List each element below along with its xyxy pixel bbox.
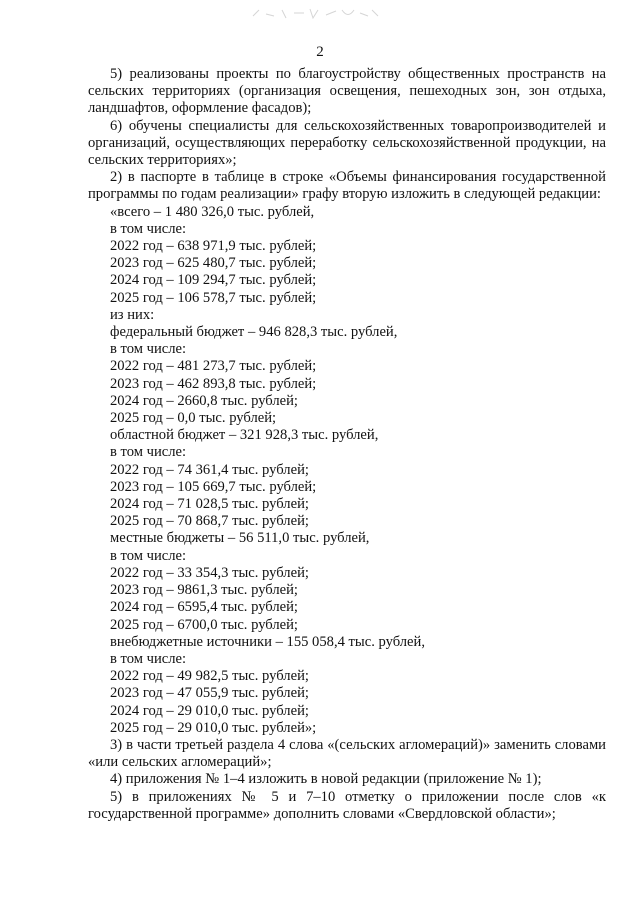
funding-line: 2022 год – 33 354,3 тыс. рублей; xyxy=(110,564,309,581)
paragraph-passport-amendment: 2) в паспорте в таблице в строке «Объемы финансирования государственной программы по годам реализации» графу вторую изложить в следующей редакции: xyxy=(88,169,606,203)
funding-line: областной бюджет – 321 928,3 тыс. рублей, xyxy=(110,427,379,444)
funding-line: 2023 год – 105 669,7 тыс. рублей; xyxy=(110,478,317,495)
funding-line: 2023 год – 9861,3 тыс. рублей; xyxy=(110,582,298,599)
funding-line: в том числе: xyxy=(110,547,187,564)
funding-line: «всего – 1 480 326,0 тыс. рублей, xyxy=(110,203,315,220)
funding-line: 2025 год – 29 010,0 тыс. рублей»; xyxy=(110,719,317,736)
funding-line: 2024 год – 29 010,0 тыс. рублей; xyxy=(110,702,309,719)
funding-line: 2025 год – 0,0 тыс. рублей; xyxy=(110,410,277,427)
funding-line: 2023 год – 47 055,9 тыс. рублей; xyxy=(110,685,309,702)
funding-line: 2024 год – 71 028,5 тыс. рублей; xyxy=(110,496,309,513)
funding-line: 2023 год – 625 480,7 тыс. рублей; xyxy=(110,255,317,272)
funding-line: в том числе: xyxy=(110,444,187,461)
stamp-mark xyxy=(248,4,388,22)
funding-line: 2024 год – 109 294,7 тыс. рублей; xyxy=(110,272,317,289)
funding-line: внебюджетные источники – 155 058,4 тыс. рублей, xyxy=(110,633,425,650)
funding-line: 2022 год – 49 982,5 тыс. рублей; xyxy=(110,668,309,685)
page-number: 2 xyxy=(316,44,324,60)
paragraph-item-4: 4) приложения № 1–4 изложить в новой редакции (приложение № 1); xyxy=(110,771,542,788)
funding-line: 2022 год – 481 273,7 тыс. рублей; xyxy=(110,358,317,375)
funding-list xyxy=(110,204,606,737)
funding-line: 2025 год – 70 868,7 тыс. рублей; xyxy=(110,513,309,530)
paragraph-item-6: 6) обучены специалисты для сельскохозяйственных товаропроизводителей и организаций, осуществляющих переработку сельскохозяйственной продукции, на сельских территориях»; xyxy=(88,117,606,169)
funding-line: 2024 год – 6595,4 тыс. рублей; xyxy=(110,599,298,616)
funding-line: 2023 год – 462 893,8 тыс. рублей; xyxy=(110,375,317,392)
funding-line: в том числе: xyxy=(110,220,187,237)
funding-line: 2022 год – 74 361,4 тыс. рублей; xyxy=(110,461,309,478)
document-body xyxy=(88,66,606,823)
paragraph-item-5-appendix: 5) в приложениях № 5 и 7–10 отметку о приложении после слов «к государственной программе» дополнить словами «Свердловской области»; xyxy=(88,788,606,822)
funding-line: 2025 год – 106 578,7 тыс. рублей; xyxy=(110,289,317,306)
funding-line: местные бюджеты – 56 511,0 тыс. рублей, xyxy=(110,530,370,547)
funding-line: в том числе: xyxy=(110,341,187,358)
funding-line: 2024 год – 2660,8 тыс. рублей; xyxy=(110,392,298,409)
funding-line: в том числе: xyxy=(110,650,187,667)
funding-line: федеральный бюджет – 946 828,3 тыс. рублей, xyxy=(110,324,398,341)
paragraph-item-3: 3) в части третьей раздела 4 слова «(сельских агломераций)» заменить словами «или сельских агломераций»; xyxy=(88,736,606,771)
funding-line: 2025 год – 6700,0 тыс. рублей; xyxy=(110,616,298,633)
paragraph-item-5: 5) реализованы проекты по благоустройству общественных пространств на сельских территориях (организация освещения, пешеходных зон, зон отдыха, ландшафтов, оформление фасадов); xyxy=(88,66,606,117)
funding-line: из них: xyxy=(110,306,155,323)
funding-line: 2022 год – 638 971,9 тыс. рублей; xyxy=(110,238,317,255)
